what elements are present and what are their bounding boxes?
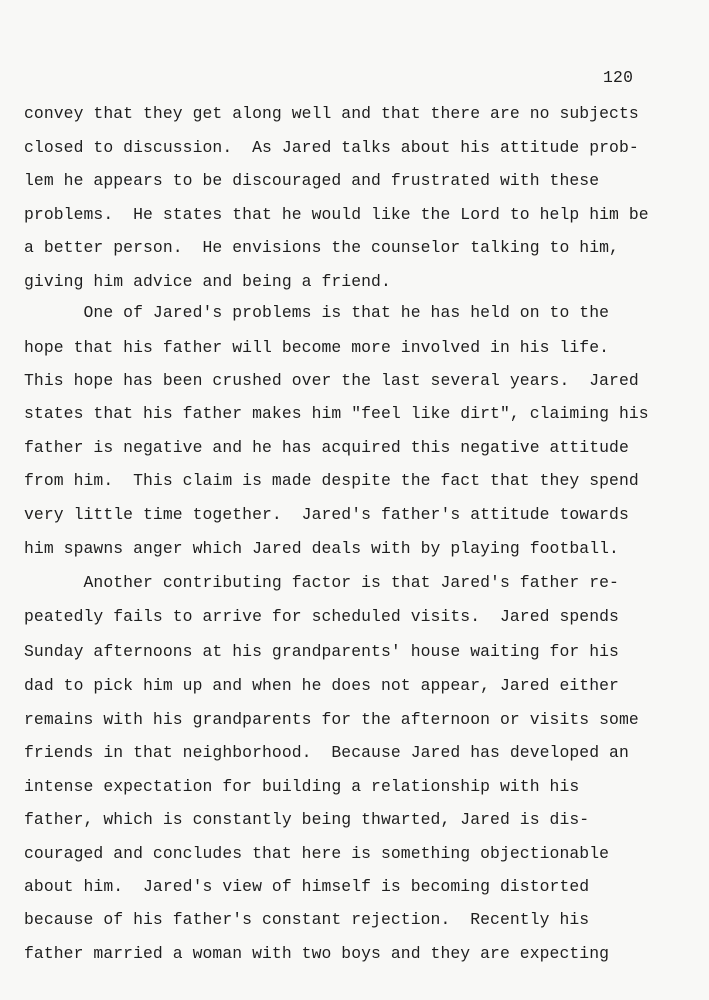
text-line: states that his father makes him "feel like dirt", claiming his (24, 404, 649, 423)
text-line: closed to discussion. As Jared talks about his attitude prob- (24, 138, 639, 157)
text-line: from him. This claim is made despite the fact that they spend (24, 471, 639, 490)
text-line: This hope has been crushed over the last several years. Jared (24, 371, 639, 390)
text-line: lem he appears to be discouraged and frustrated with these (24, 171, 600, 190)
text-line: Another contributing factor is that Jared's father re- (24, 573, 619, 592)
text-line: intense expectation for building a relationship with his (24, 777, 580, 796)
text-line: giving him advice and being a friend. (24, 272, 391, 291)
text-line: peatedly fails to arrive for scheduled visits. Jared spends (24, 607, 619, 626)
text-line: a better person. He envisions the counselor talking to him, (24, 238, 619, 257)
text-line: him spawns anger which Jared deals with by playing football. (24, 539, 619, 558)
text-line: couraged and concludes that here is something objectionable (24, 844, 610, 863)
page-number: 120 (603, 68, 634, 87)
text-line: father married a woman with two boys and they are expecting (24, 944, 610, 963)
text-line: about him. Jared's view of himself is becoming distorted (24, 877, 590, 896)
text-line: Sunday afternoons at his grandparents' house waiting for his (24, 642, 619, 661)
text-line: One of Jared's problems is that he has held on to the (24, 303, 610, 322)
text-line: convey that they get along well and that there are no subjects (24, 104, 639, 123)
text-line: remains with his grandparents for the afternoon or visits some (24, 710, 639, 729)
text-line: father is negative and he has acquired this negative attitude (24, 438, 629, 457)
text-line: dad to pick him up and when he does not appear, Jared either (24, 676, 619, 695)
text-line: father, which is constantly being thwarted, Jared is dis- (24, 810, 590, 829)
text-line: because of his father's constant rejection. Recently his (24, 910, 590, 929)
text-line: friends in that neighborhood. Because Jared has developed an (24, 743, 629, 762)
text-line: hope that his father will become more involved in his life. (24, 338, 610, 357)
text-line: problems. He states that he would like the Lord to help him be (24, 205, 649, 224)
text-line: very little time together. Jared's father's attitude towards (24, 505, 629, 524)
